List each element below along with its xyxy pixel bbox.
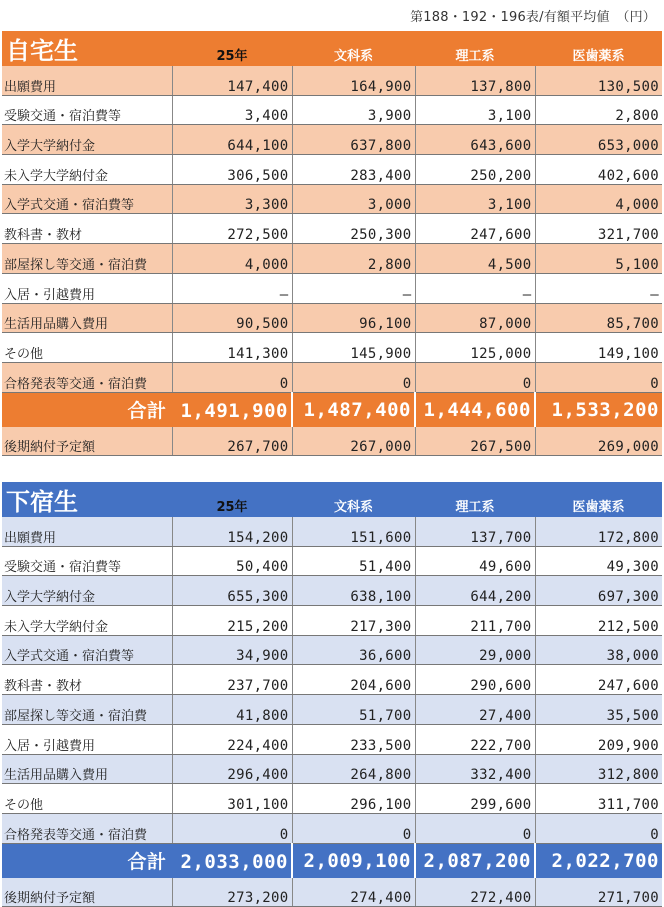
row-label: 受験交通・宿泊費等 xyxy=(2,546,172,576)
total-value: 2,087,200 xyxy=(415,843,535,878)
cell-value: 38,000 xyxy=(535,635,662,665)
cell-value: 0 xyxy=(535,813,662,843)
cell-value: 164,900 xyxy=(292,66,415,95)
cell-value: 51,400 xyxy=(292,546,415,576)
cell-value: 125,000 xyxy=(415,333,535,363)
deferred-row xyxy=(2,878,662,907)
cell-value: 3,300 xyxy=(172,184,292,214)
cell-value: 212,500 xyxy=(535,606,662,636)
table-row xyxy=(2,606,662,636)
total-value: 1,487,400 xyxy=(292,392,415,427)
cell-value: 269,000 xyxy=(535,427,662,456)
column-header: 25年 xyxy=(172,31,292,66)
cell-value: 211,700 xyxy=(415,606,535,636)
cell-value: 332,400 xyxy=(415,754,535,784)
column-header: 理工系 xyxy=(415,482,535,517)
table-row xyxy=(2,724,662,754)
cell-value: 51,700 xyxy=(292,695,415,725)
column-header: 理工系 xyxy=(415,31,535,66)
cell-value: 301,100 xyxy=(172,784,292,814)
table-row xyxy=(2,184,662,214)
total-value: 2,022,700 xyxy=(535,843,662,878)
section-header xyxy=(2,31,662,66)
cell-value: 145,900 xyxy=(292,333,415,363)
cell-value: 130,500 xyxy=(535,66,662,95)
cell-value: 215,200 xyxy=(172,606,292,636)
row-label: その他 xyxy=(2,333,172,363)
cell-value: 247,600 xyxy=(415,214,535,244)
row-label: 未入学大学納付金 xyxy=(2,155,172,185)
total-label: 合計 xyxy=(127,400,167,423)
cell-value: 233,500 xyxy=(292,724,415,754)
cell-value: 3,000 xyxy=(292,184,415,214)
total-first-cell xyxy=(2,843,292,878)
cell-value: 0 xyxy=(172,362,292,392)
cell-value: 96,100 xyxy=(292,303,415,333)
cell-value: — xyxy=(292,273,415,303)
cell-value: 283,400 xyxy=(292,155,415,185)
cell-value: — xyxy=(172,273,292,303)
section-title: 自宅生 xyxy=(2,31,172,66)
row-label: 入居・引越費用 xyxy=(2,724,172,754)
total-value: 1,491,900 xyxy=(180,400,288,423)
deferred-row xyxy=(2,427,662,456)
row-label: 部屋探し等交通・宿泊費 xyxy=(2,695,172,725)
row-label: 入学式交通・宿泊費等 xyxy=(2,184,172,214)
cell-value: 209,900 xyxy=(535,724,662,754)
cell-value: 644,200 xyxy=(415,576,535,606)
cell-value: 41,800 xyxy=(172,695,292,725)
table-row xyxy=(2,125,662,155)
cell-value: 172,800 xyxy=(535,517,662,546)
cell-value: 87,000 xyxy=(415,303,535,333)
total-value: 2,033,000 xyxy=(180,851,288,874)
cell-value: 137,800 xyxy=(415,66,535,95)
row-label: 出願費用 xyxy=(2,66,172,95)
cell-value: 267,000 xyxy=(292,427,415,456)
row-label: 入学式交通・宿泊費等 xyxy=(2,635,172,665)
cell-value: 224,400 xyxy=(172,724,292,754)
boarding-student-table xyxy=(2,482,662,907)
row-label: 生活用品購入費用 xyxy=(2,303,172,333)
cell-value: 271,700 xyxy=(535,878,662,907)
table-row xyxy=(2,784,662,814)
cell-value: 85,700 xyxy=(535,303,662,333)
cell-value: 2,800 xyxy=(535,95,662,125)
column-header: 医歯薬系 xyxy=(535,482,662,517)
cell-value: 267,700 xyxy=(172,427,292,456)
row-label: 合格発表等交通・宿泊費 xyxy=(2,362,172,392)
cell-value: 2,800 xyxy=(292,244,415,274)
row-label: 生活用品購入費用 xyxy=(2,754,172,784)
total-value: 2,009,100 xyxy=(292,843,415,878)
row-label: 入学大学納付金 xyxy=(2,576,172,606)
table-row xyxy=(2,303,662,333)
table-row xyxy=(2,273,662,303)
row-label: 教科書・教材 xyxy=(2,214,172,244)
cell-value: 321,700 xyxy=(535,214,662,244)
table-row xyxy=(2,665,662,695)
row-label: 受験交通・宿泊費等 xyxy=(2,95,172,125)
cell-value: 3,100 xyxy=(415,184,535,214)
cell-value: 643,600 xyxy=(415,125,535,155)
column-header: 文科系 xyxy=(292,31,415,66)
table-row xyxy=(2,333,662,363)
units-note: 第188・192・196表/有額平均値 （円） xyxy=(410,10,656,25)
cell-value: 638,100 xyxy=(292,576,415,606)
cell-value: 250,300 xyxy=(292,214,415,244)
total-row xyxy=(2,392,662,427)
cell-value: 653,000 xyxy=(535,125,662,155)
row-label: 後期納付予定額 xyxy=(2,878,172,907)
row-label: 入学大学納付金 xyxy=(2,125,172,155)
total-value: 1,533,200 xyxy=(535,392,662,427)
row-label: 部屋探し等交通・宿泊費 xyxy=(2,244,172,274)
cell-value: 34,900 xyxy=(172,635,292,665)
cell-value: 36,600 xyxy=(292,635,415,665)
cell-value: 3,100 xyxy=(415,95,535,125)
cell-value: 0 xyxy=(172,813,292,843)
cell-value: 290,600 xyxy=(415,665,535,695)
cell-value: 697,300 xyxy=(535,576,662,606)
table-row xyxy=(2,754,662,784)
cell-value: 3,900 xyxy=(292,95,415,125)
row-label: 後期納付予定額 xyxy=(2,427,172,456)
row-label: 出願費用 xyxy=(2,517,172,546)
cell-value: 273,200 xyxy=(172,878,292,907)
cell-value: 204,600 xyxy=(292,665,415,695)
cell-value: 299,600 xyxy=(415,784,535,814)
cell-value: 154,200 xyxy=(172,517,292,546)
cell-value: 0 xyxy=(292,813,415,843)
cell-value: 0 xyxy=(415,813,535,843)
section-title: 下宿生 xyxy=(2,482,172,517)
table-row xyxy=(2,362,662,392)
cell-value: 272,500 xyxy=(172,214,292,244)
cell-value: 151,600 xyxy=(292,517,415,546)
cell-value: — xyxy=(415,273,535,303)
total-row xyxy=(2,843,662,878)
cell-value: 137,700 xyxy=(415,517,535,546)
cell-value: 267,500 xyxy=(415,427,535,456)
cell-value: 217,300 xyxy=(292,606,415,636)
cell-value: 272,400 xyxy=(415,878,535,907)
cell-value: 655,300 xyxy=(172,576,292,606)
cell-value: 0 xyxy=(535,362,662,392)
cell-value: 4,000 xyxy=(535,184,662,214)
cell-value: 149,100 xyxy=(535,333,662,363)
cell-value: 29,000 xyxy=(415,635,535,665)
cell-value: 4,000 xyxy=(172,244,292,274)
cell-value: 637,800 xyxy=(292,125,415,155)
total-label: 合計 xyxy=(127,851,167,874)
cell-value: 274,400 xyxy=(292,878,415,907)
table-row xyxy=(2,517,662,546)
cell-value: 27,400 xyxy=(415,695,535,725)
cell-value: 147,400 xyxy=(172,66,292,95)
table-row xyxy=(2,695,662,725)
table-row xyxy=(2,576,662,606)
table-row xyxy=(2,66,662,95)
table-row xyxy=(2,214,662,244)
table-row xyxy=(2,546,662,576)
cell-value: 644,100 xyxy=(172,125,292,155)
cell-value: 90,500 xyxy=(172,303,292,333)
cell-value: 0 xyxy=(415,362,535,392)
cell-value: 402,600 xyxy=(535,155,662,185)
cell-value: 250,200 xyxy=(415,155,535,185)
cell-value: 50,400 xyxy=(172,546,292,576)
column-header: 25年 xyxy=(172,482,292,517)
cell-value: 5,100 xyxy=(535,244,662,274)
column-header: 医歯薬系 xyxy=(535,31,662,66)
row-label: 教科書・教材 xyxy=(2,665,172,695)
cell-value: 35,500 xyxy=(535,695,662,725)
table-row xyxy=(2,244,662,274)
cell-value: 237,700 xyxy=(172,665,292,695)
row-label: 入居・引越費用 xyxy=(2,273,172,303)
row-label: その他 xyxy=(2,784,172,814)
cell-value: 247,600 xyxy=(535,665,662,695)
cell-value: 296,400 xyxy=(172,754,292,784)
table-row xyxy=(2,155,662,185)
column-header: 文科系 xyxy=(292,482,415,517)
cell-value: 222,700 xyxy=(415,724,535,754)
cell-value: 141,300 xyxy=(172,333,292,363)
cell-value: 49,300 xyxy=(535,546,662,576)
table-row xyxy=(2,813,662,843)
cell-value: 306,500 xyxy=(172,155,292,185)
home-student-table xyxy=(2,31,662,456)
table-row xyxy=(2,635,662,665)
cell-value: 264,800 xyxy=(292,754,415,784)
row-label: 未入学大学納付金 xyxy=(2,606,172,636)
cell-value: — xyxy=(535,273,662,303)
table-row xyxy=(2,95,662,125)
cell-value: 296,100 xyxy=(292,784,415,814)
cell-value: 4,500 xyxy=(415,244,535,274)
row-label: 合格発表等交通・宿泊費 xyxy=(2,813,172,843)
cell-value: 312,800 xyxy=(535,754,662,784)
total-first-cell xyxy=(2,392,292,427)
section-header xyxy=(2,482,662,517)
cell-value: 3,400 xyxy=(172,95,292,125)
cell-value: 311,700 xyxy=(535,784,662,814)
total-value: 1,444,600 xyxy=(415,392,535,427)
cell-value: 0 xyxy=(292,362,415,392)
cell-value: 49,600 xyxy=(415,546,535,576)
